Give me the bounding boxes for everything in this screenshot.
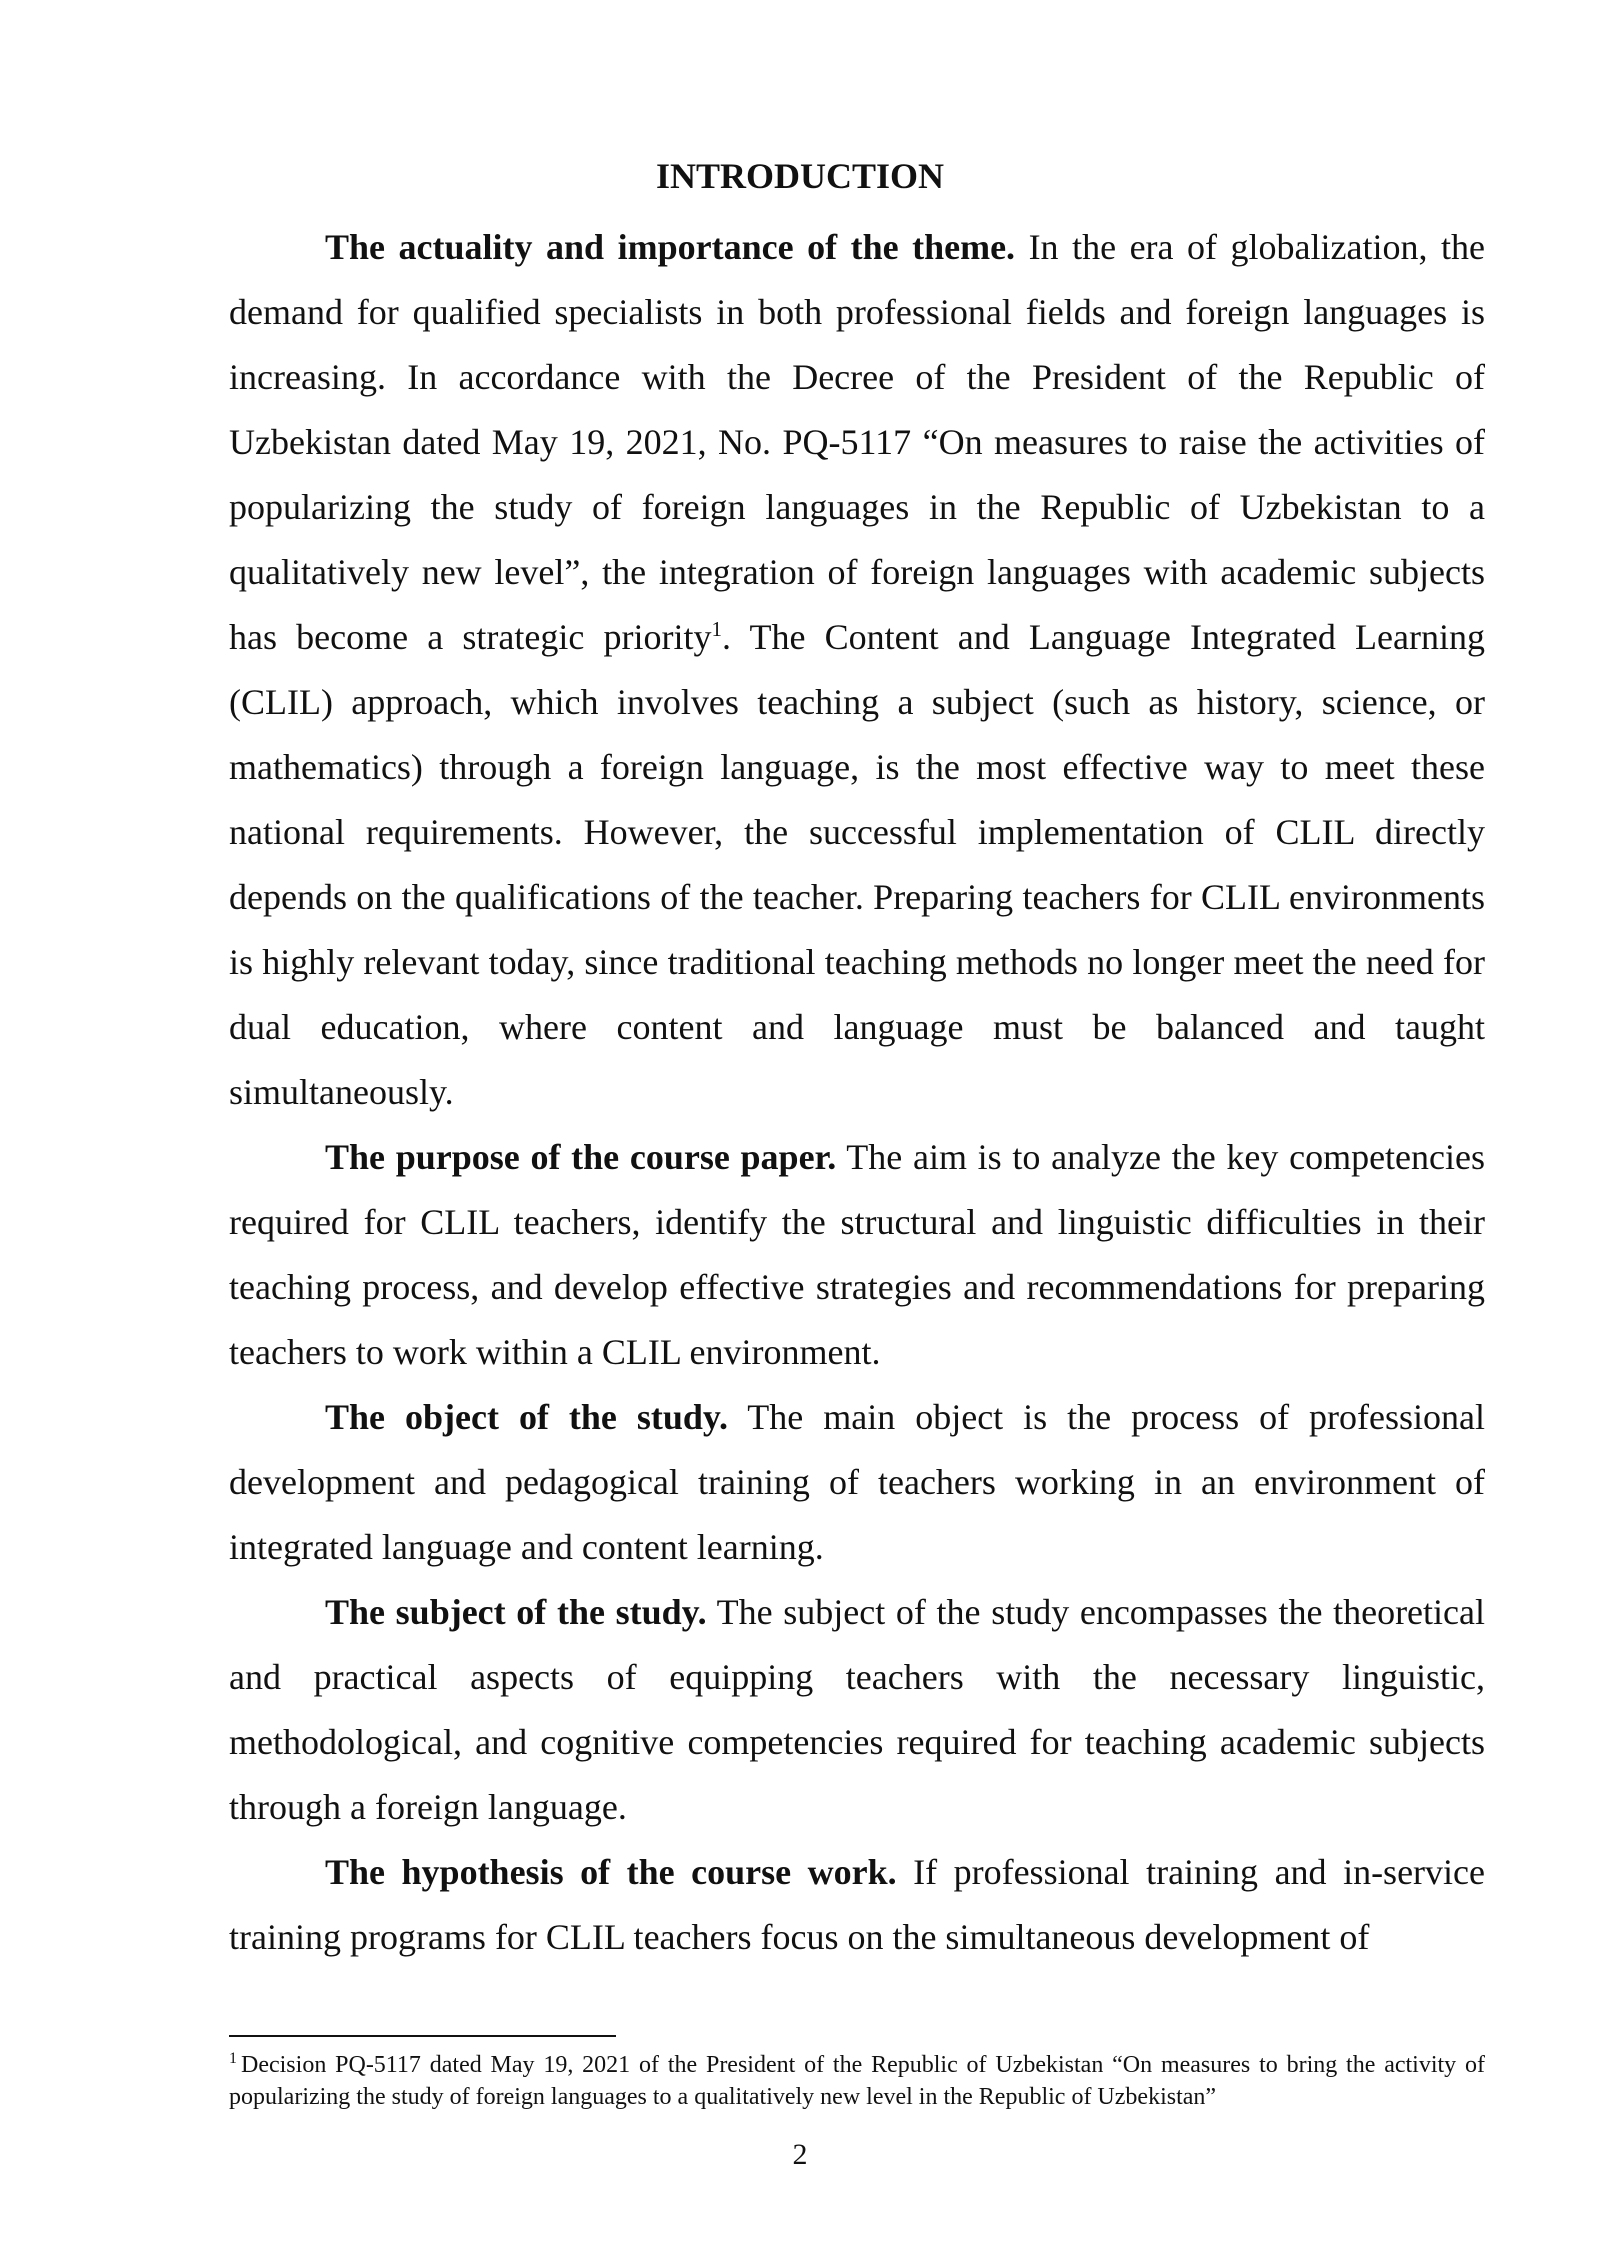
footnote-text: Decision PQ-5117 dated May 19, 2021 of the President of the Republic of Uzbekistan “On measures to bring the activity of popularizing the study of foreign languages to a qualitatively new level in the Republic of Uzbekistan”: [229, 2052, 1485, 2110]
page-number: 2: [792, 2138, 808, 2171]
section-heading: INTRODUCTION: [655, 156, 945, 196]
paragraph-text: If professional training and in-service training programs for CLIL teachers focus on the simultaneous development of: [229, 1852, 1485, 1957]
paragraph-label: The object of the study.: [325, 1397, 728, 1437]
paragraph-text: In the era of globalization, the demand for qualified specialists in both professional fields and foreign languages is increasing. In accordance with the Decree of the President of the Republic of Uzbekistan dated May 19, 2021, No. PQ-5117 “On measures to raise the activities of popularizing the study of foreign languages in the Republic of Uzbekistan to a qualitatively new level”, the integration of foreign languages with academic subjects has become a strategic priority: [229, 227, 1485, 657]
paragraph-text: The subject of the study encompasses the theoretical and practical aspects of equipping teachers with the necessary linguistic, methodological, and cognitive competencies required for teaching academic subjects through a foreign language.: [229, 1592, 1486, 1827]
paragraph-purpose: [229, 1125, 1485, 1385]
paragraph-text-continued: . The Content and Language Integrated Learning (CLIL) approach, which involves teaching a subject (such as history, science, or mathematics) through a foreign language, is the most effective way to meet these national requirements. However, the successful implementation of CLIL directly depends on the qualifications of the teacher. Preparing teachers for CLIL environments is highly relevant today, since traditional teaching methods no longer meet the need for dual education, where content and language must be balanced and taught simultaneously.: [229, 617, 1485, 1112]
footnote-reference[interactable]: 1: [711, 617, 722, 641]
footnote-mark: 1: [229, 2050, 237, 2067]
paragraph-actuality: [229, 215, 1485, 1125]
footnote-separator: [229, 2035, 616, 2037]
paragraph-label: The actuality and importance of the theme.: [325, 227, 1016, 267]
paragraph-text: The aim is to analyze the key competencies required for CLIL teachers, identify the structural and linguistic difficulties in their teaching process, and develop effective strategies and recommendations for preparing teachers to work within a CLIL environment.: [229, 1137, 1485, 1372]
paragraph-object: [229, 1385, 1485, 1580]
paragraph-label: The subject of the study.: [325, 1592, 707, 1632]
paragraph-label: The purpose of the course paper.: [325, 1137, 837, 1177]
paragraph-text: The main object is the process of professional development and pedagogical training of teachers working in an environment of integrated language and content learning.: [229, 1397, 1486, 1567]
paragraph-label: The hypothesis of the course work.: [325, 1852, 897, 1892]
paragraph-hypothesis: [229, 1840, 1485, 1970]
body-text: [229, 215, 1485, 1970]
paragraph-subject: [229, 1580, 1485, 1840]
footnote: [229, 2049, 1485, 2113]
